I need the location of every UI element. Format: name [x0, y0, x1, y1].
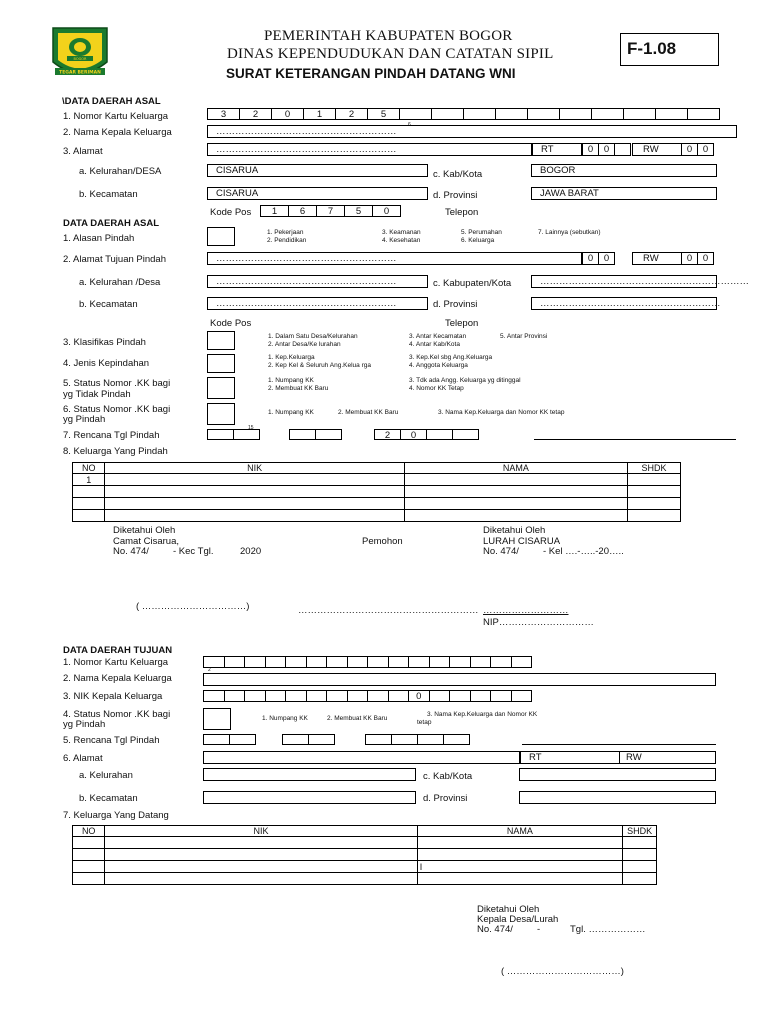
origin-kk-cell-11[interactable] — [527, 108, 560, 120]
plan-tiny: 15 — [248, 425, 254, 431]
sig1-left-no: No. 474/ — [113, 546, 149, 557]
origin-kk-label: 1. Nomor Kartu Keluarga — [63, 111, 169, 122]
origin-kk-cell-16[interactable] — [687, 108, 720, 120]
dst-nik-cell-8[interactable] — [347, 690, 369, 702]
dst-address-field[interactable] — [203, 751, 520, 764]
dst-kk-cell-4[interactable] — [265, 656, 287, 668]
dest-kab-value: ………………………………………………………… — [540, 276, 749, 287]
origin-prov-label: d. Provinsi — [433, 190, 478, 201]
plan-label: 7. Rencana Tgl Pindah — [63, 430, 160, 441]
table-cell[interactable] — [105, 861, 417, 873]
dst-kk-cell-12[interactable] — [429, 656, 451, 668]
class-opt-4: 4. Antar Kab/Kota — [409, 341, 460, 348]
reason-opt-3: 3. Keamanan — [382, 229, 421, 236]
table-row — [73, 861, 657, 873]
origin-kel-label: a. Kelurahan/DESA — [79, 166, 162, 177]
status-move-opt-2: 2. Membuat KK Baru — [338, 409, 399, 416]
dst-nik-cell-1[interactable] — [203, 690, 225, 702]
origin-kk-cell-4[interactable]: 1 — [303, 108, 336, 120]
dst-nik-cell-12[interactable] — [429, 690, 451, 702]
sig1-right-no: No. 474/ — [483, 546, 519, 557]
origin-kk-cell-13[interactable] — [591, 108, 624, 120]
sig1-center-role: Pemohon — [362, 536, 403, 547]
dst-head-label: 2. Nama Kepala Keluarga — [63, 673, 172, 684]
table-cell[interactable] — [404, 498, 627, 510]
origin-kk-cell-1[interactable]: 3 — [207, 108, 240, 120]
origin-head-label: 2. Nama Kepala Keluarga — [63, 127, 172, 138]
table-cell[interactable] — [73, 861, 105, 873]
family-table-header-row — [73, 463, 681, 474]
class-box[interactable] — [207, 331, 235, 350]
table-cell[interactable] — [73, 510, 105, 522]
status-move-label-2: yg Pindah — [63, 414, 106, 425]
table-cell[interactable] — [417, 837, 622, 849]
dst-kk-cell-5[interactable] — [285, 656, 307, 668]
type-opt-2: 2. Kep Kel & Seluruh Ang.Kelua rga — [268, 362, 371, 369]
origin-head-field[interactable] — [207, 125, 737, 138]
status-move-opt-3: 3. Nama Kep.Keluarga dan Nomor KK tetap — [438, 409, 565, 416]
dst-kk-cell-7[interactable] — [326, 656, 348, 668]
origin-postcode-cell-2[interactable]: 6 — [288, 205, 317, 217]
dest-kab-label: c. Kabupaten/Kota — [433, 278, 512, 289]
gov-line: PEMERINTAH KABUPATEN BOGOR — [264, 28, 513, 44]
reason-opt-4: 4. Kesehatan — [382, 237, 421, 244]
origin-kab-value: BOGOR — [540, 165, 576, 176]
dest-kec-field[interactable] — [207, 297, 428, 310]
dest-value: ………………………………………………… — [216, 253, 397, 264]
table-cell[interactable] — [73, 837, 105, 849]
table-cell[interactable] — [627, 498, 680, 510]
status-nomove-label-1: 5. Status Nomor .KK bagi — [63, 378, 171, 389]
origin-postcode-cells[interactable] — [260, 205, 400, 217]
table-cell[interactable] — [105, 873, 417, 885]
dst-plan-year[interactable] — [365, 734, 469, 745]
dst-plan-month[interactable] — [282, 734, 334, 745]
logo-bogor — [45, 22, 115, 84]
origin-section-title: \DATA DAERAH ASAL — [62, 96, 161, 107]
table-cell[interactable] — [623, 849, 657, 861]
table-cell[interactable] — [417, 849, 622, 861]
dst-family-table-header-nik: NIK — [105, 826, 417, 837]
table-cell[interactable] — [404, 474, 627, 486]
family-table-header-nama: NAMA — [404, 463, 627, 474]
table-row — [73, 474, 681, 486]
status-nomove-opt-4: 4. Nomor KK Tetap — [409, 385, 464, 392]
origin-postcode-label: Kode Pos — [210, 207, 252, 218]
dest-kel-label: a. Kelurahan /Desa — [79, 277, 161, 288]
table-cell[interactable] — [627, 510, 680, 522]
dst-tgl: Tgl. ……………… — [570, 924, 646, 935]
origin-phone-label: Telepon — [445, 207, 479, 218]
plan-year-cell-2[interactable]: 0 — [400, 429, 427, 440]
table-cell[interactable] — [623, 861, 657, 873]
dst-family-table — [72, 825, 657, 885]
origin-kk-cell-6[interactable]: 5 — [367, 108, 400, 120]
family-table-header-shdk: SHDK — [627, 463, 680, 474]
dst-family-label: 7. Keluarga Yang Datang — [63, 810, 169, 821]
class-opt-1: 1. Dalam Satu Desa/Kelurahan — [268, 333, 358, 340]
plan-year-cells[interactable] — [374, 429, 478, 440]
dst-kk-cell-10[interactable] — [388, 656, 410, 668]
table-cell[interactable] — [105, 849, 417, 861]
dst-kk-cell-16[interactable] — [511, 656, 533, 668]
origin-rt-label: RT — [541, 144, 554, 155]
reason-opt-7: 7. Lainnya (sebutkan) — [538, 229, 601, 236]
table-cell[interactable]: 1 — [73, 474, 105, 486]
origin-kel-field[interactable] — [207, 164, 428, 177]
reason-box[interactable] — [207, 227, 235, 246]
table-cell[interactable] — [105, 498, 404, 510]
dst-kk-cell-3[interactable] — [244, 656, 266, 668]
dest-kab-field[interactable] — [531, 275, 749, 288]
table-cell[interactable]: I — [417, 861, 622, 873]
origin-kk-cell-3[interactable]: 0 — [271, 108, 304, 120]
dst-kk-cell-14[interactable] — [470, 656, 492, 668]
dst-kk-cell-8[interactable] — [347, 656, 369, 668]
dst-nik-cell-4[interactable] — [265, 690, 287, 702]
origin-postcode-cell-5[interactable]: 0 — [372, 205, 401, 217]
table-cell[interactable] — [105, 474, 404, 486]
dst-nik-cell-7[interactable] — [326, 690, 348, 702]
table-row — [73, 510, 681, 522]
origin-kk-cell-12[interactable] — [559, 108, 592, 120]
origin-rt-cells[interactable] — [582, 143, 630, 156]
dst-status-opt-2: 2. Membuat KK Baru — [327, 715, 388, 722]
dst-nik-cells[interactable] — [203, 690, 531, 702]
dst-kec-label: b. Kecamatan — [79, 793, 138, 804]
dst-nik-label: 3. NIK Kepala Keluarga — [63, 691, 163, 702]
dst-kk-cell-15[interactable] — [490, 656, 512, 668]
class-opt-3: 3. Antar Kecamatan — [409, 333, 467, 340]
dest-kec-label: b. Kecamatan — [79, 299, 138, 310]
sig1-center-name: ………………………………………………… — [298, 605, 479, 616]
family-label: 8. Keluarga Yang Pindah — [63, 446, 168, 457]
plan-day-cells[interactable] — [207, 429, 259, 440]
family-table-header-nik: NIK — [105, 463, 404, 474]
origin-address-value: ………………………………………………… — [216, 144, 397, 155]
origin-postcode-cell-3[interactable]: 7 — [316, 205, 345, 217]
status-move-opt-1: 1. Numpang KK — [268, 409, 314, 416]
table-cell[interactable] — [73, 849, 105, 861]
origin-rt-cell-3[interactable] — [614, 143, 631, 156]
plan-month-cells[interactable] — [289, 429, 341, 440]
table-cell[interactable] — [73, 498, 105, 510]
dst-kk-cell-11[interactable] — [408, 656, 430, 668]
dest-rw-label: RW — [643, 253, 659, 264]
sig1-right-kel: - Kel ….-…..-20….. — [543, 546, 624, 557]
dst-rt-box[interactable] — [520, 751, 620, 764]
origin-kk-cell-8[interactable] — [431, 108, 464, 120]
sig1-left-year: 2020 — [240, 546, 262, 557]
dst-kk-label: 1. Nomor Kartu Keluarga — [63, 657, 169, 668]
reason-opt-6: 6. Keluarga — [461, 237, 495, 244]
table-cell[interactable] — [417, 873, 622, 885]
dst-rt-label: RT — [529, 752, 542, 763]
origin-kk-cell-10[interactable] — [495, 108, 528, 120]
dst-nik-cell-3[interactable] — [244, 690, 266, 702]
status-nomove-opt-1: 1. Numpang KK — [268, 377, 314, 384]
origin-kk-cell-7[interactable] — [399, 108, 432, 120]
sig1-right-nip: NIP………………………… — [483, 617, 594, 628]
plan-year-cell-4[interactable] — [452, 429, 479, 440]
dest-phone-label: Telepon — [445, 318, 479, 329]
sig1-left-kec: - Kec Tgl. — [173, 546, 214, 557]
dest-field[interactable] — [207, 252, 582, 265]
dest-rw-box — [632, 252, 682, 265]
dst-nik-cell-9[interactable] — [367, 690, 389, 702]
destination-section-title: DATA DAERAH TUJUAN — [63, 645, 173, 656]
origin-head-value: ………………………………………………… — [216, 126, 397, 137]
type-opt-1: 1. Kep.Keluarga — [268, 354, 315, 361]
dst-status-opt-3: 3. Nama Kep.Keluarga dan Nomor KK — [427, 711, 538, 718]
origin-kab-field[interactable] — [531, 164, 717, 177]
status-move-label-1: 6. Status Nomor .KK bagi — [63, 404, 171, 415]
table-cell[interactable] — [623, 837, 657, 849]
table-row — [73, 849, 657, 861]
form-title: SURAT KETERANGAN PINDAH DATANG WNI — [226, 66, 516, 81]
origin-postcode-cell-1[interactable]: 1 — [260, 205, 289, 217]
reason-opt-2: 2. Pendidikan — [267, 237, 307, 244]
sig1-right-name: ……………………… — [483, 605, 569, 616]
family-table — [72, 462, 681, 522]
table-cell[interactable] — [105, 837, 417, 849]
dst-family-table-header-row — [73, 826, 657, 837]
dst-plan-day[interactable] — [203, 734, 255, 745]
origin-rt-cell-1[interactable]: 0 — [582, 143, 599, 156]
status-nomove-box[interactable] — [207, 377, 235, 399]
dest-prov-field[interactable] — [531, 297, 721, 310]
origin-rw-box — [632, 143, 682, 156]
dst-nik-cell-14[interactable] — [470, 690, 492, 702]
origin-kec-field[interactable] — [207, 187, 428, 200]
dest-kel-field[interactable] — [207, 275, 428, 288]
dept-line: DINAS KEPENDUDUKAN DAN CATATAN SIPIL — [227, 46, 554, 62]
origin-rt-cell-2[interactable]: 0 — [598, 143, 615, 156]
plan-signature-line — [534, 439, 736, 440]
origin-rt-box — [532, 143, 582, 156]
origin-rw-cell-1[interactable]: 0 — [681, 143, 698, 156]
dst-kec-field[interactable] — [203, 791, 416, 804]
dst-address-label: 6. Alamat — [63, 753, 103, 764]
dest-label: 2. Alamat Tujuan Pindah — [63, 254, 166, 265]
dst-name: ( ………………………………) — [501, 966, 624, 977]
dest-rw-cells[interactable] — [681, 252, 713, 265]
dst-prov-label: d. Provinsi — [423, 793, 468, 804]
table-cell[interactable] — [73, 486, 105, 498]
origin-kec-value: CISARUA — [216, 188, 259, 199]
dst-kk-cell-2[interactable] — [224, 656, 246, 668]
dst-family-table-header-shdk: SHDK — [623, 826, 657, 837]
dst-kk-cell-13[interactable] — [449, 656, 471, 668]
dest-kec-value: ………………………………………………… — [216, 298, 397, 309]
dst-kk-cell-1[interactable] — [203, 656, 225, 668]
form-code: F-1.08 — [627, 39, 677, 58]
type-opt-4: 4. Anggota Keluarga — [409, 362, 468, 369]
dst-plan-label: 5. Rencana Tgl Pindah — [63, 735, 160, 746]
dst-nik-cell-16[interactable] — [511, 690, 533, 702]
status-move-box[interactable] — [207, 403, 235, 425]
svg-text:TEGAR BERIMAN: TEGAR BERIMAN — [59, 70, 101, 76]
dst-nik-cell-11[interactable]: 0 — [408, 690, 430, 702]
table-row — [73, 498, 681, 510]
origin-rw-label: RW — [643, 144, 659, 155]
origin-kk-cell-9[interactable] — [463, 108, 496, 120]
reason-opt-1: 1. Pekerjaan — [267, 229, 304, 236]
dst-kk-cell-9[interactable] — [367, 656, 389, 668]
dest-prov-label: d. Provinsi — [433, 299, 478, 310]
origin-address-label: 3. Alamat — [63, 146, 103, 157]
dst-kab-field[interactable] — [519, 768, 716, 781]
origin-rw-cell-2[interactable]: 0 — [697, 143, 714, 156]
dest-rt-cell-2[interactable]: 0 — [598, 252, 615, 265]
status-nomove-label-2: yg Tidak Pindah — [63, 389, 131, 400]
dst-status-label-2: yg Pindah — [63, 719, 106, 730]
dst-head-field[interactable] — [203, 673, 716, 686]
table-cell[interactable] — [404, 510, 627, 522]
dst-kel-field[interactable] — [203, 768, 416, 781]
dst-status-opt-1: 1. Numpang KK — [262, 715, 308, 722]
sig1-right-known: Diketahui Oleh — [483, 525, 546, 536]
table-cell[interactable] — [627, 474, 680, 486]
origin-prov-field[interactable] — [531, 187, 717, 200]
sig1-right-role: LURAH CISARUA — [483, 536, 561, 547]
dest-kel-value: ………………………………………………… — [216, 276, 397, 287]
dst-nik-cell-5[interactable] — [285, 690, 307, 702]
table-cell[interactable] — [627, 486, 680, 498]
sig1-left-name: ( ……………………………) — [136, 601, 250, 612]
dest-postcode-label: Kode Pos — [210, 318, 252, 329]
dst-nik-cell-2[interactable] — [224, 690, 246, 702]
plan-year-cell-1[interactable]: 2 — [374, 429, 401, 440]
origin-kec-label: b. Kecamatan — [79, 189, 138, 200]
origin-kel-value: CISARUA — [216, 165, 259, 176]
status-nomove-opt-3: 3. Tdk ada Angg. Keluarga yg ditinggal — [409, 377, 521, 384]
origin-kk-cell-15[interactable] — [655, 108, 688, 120]
dest-rt-cells[interactable] — [582, 252, 614, 265]
sig1-left-role: Camat Cisarua, — [113, 536, 179, 547]
dst-nik-cell-13[interactable] — [449, 690, 471, 702]
dst-rw-box[interactable] — [619, 751, 716, 764]
family-table-header-no: NO — [73, 463, 105, 474]
dst-status-box[interactable] — [203, 708, 231, 730]
type-label: 4. Jenis Kepindahan — [63, 358, 150, 369]
dst-status-label-1: 4. Status Nomor .KK bagi — [63, 709, 171, 720]
dst-kel-label: a. Kelurahan — [79, 770, 133, 781]
table-cell[interactable] — [623, 873, 657, 885]
dst-nik-cell-6[interactable] — [306, 690, 328, 702]
table-row — [73, 486, 681, 498]
dst-kk-cell-6[interactable] — [306, 656, 328, 668]
table-cell[interactable] — [105, 486, 404, 498]
reason-opt-5: 5. Perumahan — [461, 229, 502, 236]
class-opt-5: 5. Antar Provinsi — [500, 333, 548, 340]
sig1-left-known: Diketahui Oleh — [113, 525, 176, 536]
reason-label: 1. Alasan Pindah — [63, 233, 135, 244]
class-opt-2: 2. Antar Desa/Ke lurahan — [268, 341, 341, 348]
svg-text:BOGOR: BOGOR — [73, 57, 87, 61]
dst-rw-label: RW — [626, 752, 642, 763]
dst-role: Kepala Desa/Lurah — [477, 914, 559, 925]
origin-kk-cell-14[interactable] — [623, 108, 656, 120]
dst-prov-field[interactable] — [519, 791, 716, 804]
dst-kk-tiny: 2 — [208, 667, 211, 673]
class-label: 3. Klasifikas Pindah — [63, 337, 146, 348]
status-nomove-opt-2: 2. Membuat KK Baru — [268, 385, 329, 392]
table-cell[interactable] — [404, 486, 627, 498]
type-opt-3: 3. Kep.Kel sbg Ang.Keluarga — [409, 354, 493, 361]
dst-status-opt-4: tetap — [417, 719, 432, 726]
dst-no: No. 474/ — [477, 924, 513, 935]
origin-kk-cell-5[interactable]: 2 — [335, 108, 368, 120]
origin-prov-value: JAWA BARAT — [540, 188, 599, 199]
dst-plan-line — [522, 744, 716, 745]
form-code-box — [620, 33, 719, 66]
dest-rw-cell-2[interactable]: 0 — [697, 252, 714, 265]
origin-rw-cells[interactable] — [681, 143, 713, 156]
dst-family-table-header-no: NO — [73, 826, 105, 837]
origin-postcode-cell-4[interactable]: 5 — [344, 205, 373, 217]
dest-rt-cell-1[interactable]: 0 — [582, 252, 599, 265]
table-cell[interactable] — [105, 510, 404, 522]
dst-family-table-header-nama: NAMA — [417, 826, 622, 837]
dst-nik-cell-15[interactable] — [490, 690, 512, 702]
dest-rw-cell-1[interactable]: 0 — [681, 252, 698, 265]
dest-prov-value: ………………………………………………… — [540, 298, 721, 309]
dst-known: Diketahui Oleh — [477, 904, 540, 915]
origin-kk-cells[interactable] — [207, 108, 719, 120]
origin-address-field[interactable] — [207, 143, 532, 156]
type-box[interactable] — [207, 354, 235, 373]
origin-kab-label: c. Kab/Kota — [433, 169, 483, 180]
table-row — [73, 873, 657, 885]
dst-dash: - — [537, 924, 541, 935]
dst-kab-label: c. Kab/Kota — [423, 771, 473, 782]
table-cell[interactable] — [73, 873, 105, 885]
table-row — [73, 837, 657, 849]
plan-year-cell-3[interactable] — [426, 429, 453, 440]
origin-kk-cell-2[interactable]: 2 — [239, 108, 272, 120]
dst-kk-cells[interactable] — [203, 656, 531, 668]
move-section-title: DATA DAERAH ASAL — [63, 218, 160, 229]
dst-nik-cell-10[interactable] — [388, 690, 410, 702]
